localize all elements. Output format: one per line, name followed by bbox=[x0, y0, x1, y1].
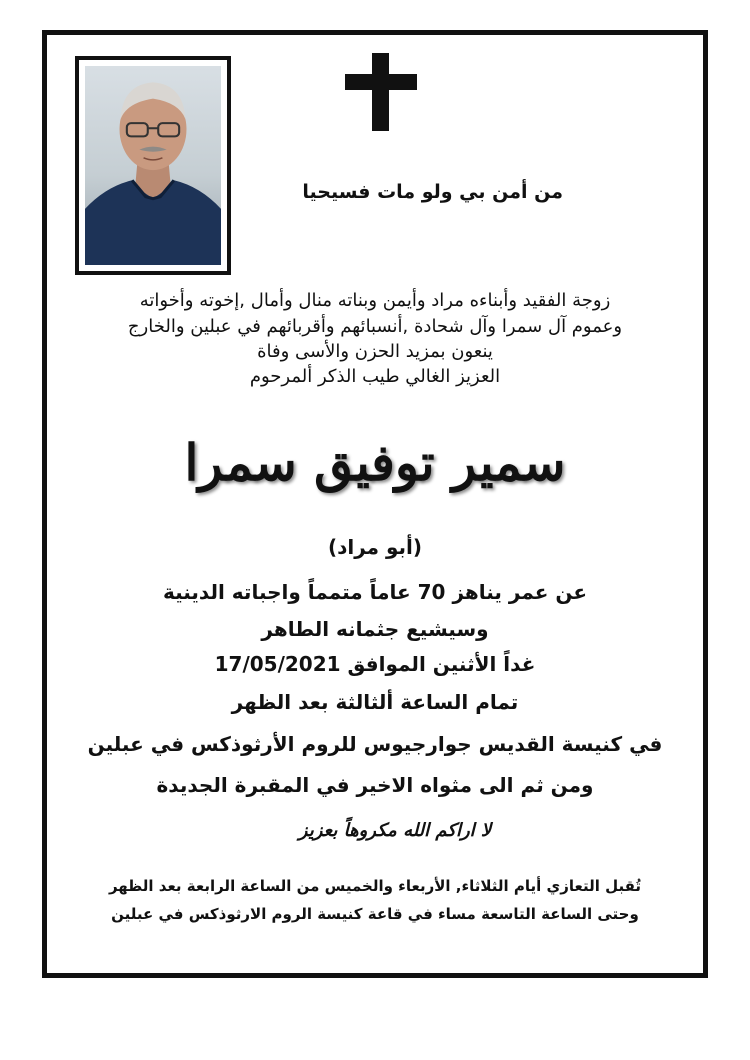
condolence-line: وحتى الساعة التاسعة مساء في قاعة كنيسة الروم الارثوذكس في عبلين bbox=[111, 905, 639, 923]
nickname: (أبو مراد) bbox=[327, 535, 423, 559]
closing-phrase: لا اراكم الله مكروهاً بعزيز bbox=[298, 820, 492, 841]
intro-line: وعموم آل سمرا وآل شحادة ,أنسبائهم وأقربائهم في عبلين والخارج bbox=[127, 316, 623, 337]
cross-icon bbox=[345, 53, 417, 131]
portrait-frame bbox=[75, 56, 231, 275]
portrait-photo bbox=[85, 66, 221, 265]
bible-verse: من أمن بي ولو مات فسيحيا bbox=[302, 181, 563, 203]
portrait-illustration bbox=[85, 66, 221, 265]
details-line: وسيشيع جثمانه الطاهر bbox=[261, 617, 489, 641]
obituary-frame bbox=[42, 30, 708, 978]
deceased-name: سمير توفيق سمرا bbox=[184, 433, 566, 492]
funeral-date: غداً الأثنين الموافق 17/05/2021 bbox=[214, 652, 536, 676]
condolence-line: تُقبل التعازي أيام الثلاثاء, الأربعاء والخميس من الساعة الرابعة بعد الظهر bbox=[108, 877, 642, 895]
burial-location: ومن ثم الى مثواه الاخير في المقبرة الجديدة bbox=[156, 773, 594, 797]
intro-line: ينعون بمزيد الحزن والأسى وفاة bbox=[257, 341, 493, 362]
intro-line: العزيز الغالي طيب الذكر ألمرحوم bbox=[249, 366, 501, 387]
intro-line: زوجة الفقيد وأبناءه مراد وأيمن وبناته منال وأمال ,إخوته وأخواته bbox=[139, 290, 611, 311]
funeral-time: تمام الساعة ألثالثة بعد الظهر bbox=[231, 690, 519, 714]
church-location: في كنيسة القديس جوارجيوس للروم الأرثوذكس في عبلين bbox=[87, 732, 663, 756]
details-line: عن عمر يناهز 70 عاماً متمماً واجباته الدينية bbox=[162, 580, 588, 604]
